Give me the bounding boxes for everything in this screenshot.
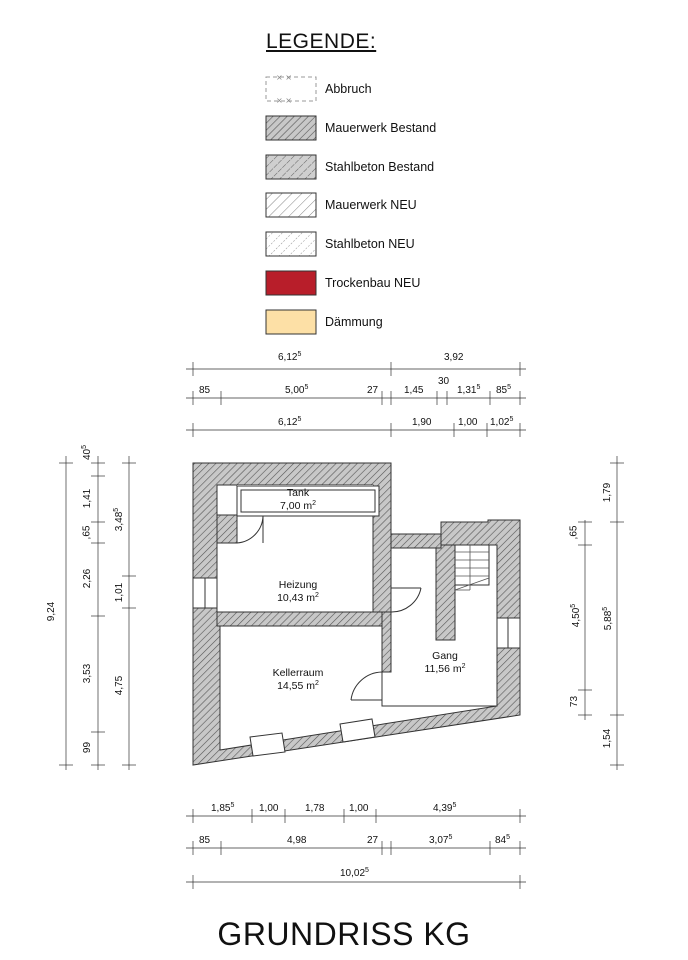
legend-swatch-stahlbeton-bestand [266,155,316,179]
legend-swatch-trockenbau-neu [266,271,316,295]
dim-label: 27 [367,385,379,396]
dim-label: 4,98 [287,835,307,846]
dim-label: 4,50$^5$ [570,603,583,628]
room-label-kellerraum [256,667,340,693]
dim-label: 85 [199,385,211,396]
dim-label: 1,00 [458,417,478,428]
legend-label-mauerwerk-neu: Mauerwerk NEU [325,198,417,212]
svg-text:× ×: × × [276,73,292,82]
dim-label: 9,24 [46,601,58,622]
room-label-tank [258,487,338,513]
legend-swatch-mauerwerk-neu [266,193,316,217]
dim-label: 4,75 [114,675,126,696]
legend-label-trockenbau-neu: Trockenbau NEU [325,276,421,290]
room-area: 11,56 $m^2$ [424,663,466,675]
room-area: 10,43 $m^2$ [277,592,319,604]
dim-label: 1,01 [114,582,126,603]
dim-label: 85 [199,835,211,846]
svg-text:× ×: × × [276,96,292,105]
dim-label: 73 [569,695,581,708]
dim-label: 30 [438,376,450,387]
dim-label: 1,02$^5$ [490,416,514,428]
dim-label: 5,88$^5$ [602,606,615,631]
legend-label-abbruch: Abbruch [325,82,372,96]
plan-title: GRUNDRISS KG [217,916,471,952]
room-name: Kellerraum [272,667,324,679]
dim-label: 3,07$^5$ [429,834,453,846]
dim-label: 3,92 [444,352,464,363]
dim-label: ,65 [568,525,580,540]
room-name: Gang [432,650,458,662]
room-name: Tank [286,487,310,499]
dim-label: 4,39$^5$ [433,802,457,814]
room-area: 14,55 $m^2$ [277,680,319,692]
legend-label-stahlbeton-bestand: Stahlbeton Bestand [325,160,435,174]
legend-title: LEGENDE: [266,30,377,53]
dim-label: 5,00$^5$ [285,384,309,396]
legend-swatch-mauerwerk-bestand [266,116,316,140]
legend-label-daemmung: Dämmung [325,315,383,329]
dim-label: 2,26 [82,568,94,589]
legend-swatches [266,73,316,334]
dim-label: 1,45 [404,385,424,396]
dim-label: 6,12$^5$ [278,416,302,428]
dim-label: 3,48$^5$ [113,507,126,532]
building-walls [193,463,520,765]
room-label-gang [405,650,485,676]
dim-label: 1,31$^5$ [457,384,481,396]
dim-label: $84^5$ [495,834,511,846]
dim-label: 1,85$^5$ [211,802,235,814]
dim-label: 1,90 [412,417,432,428]
dim-label: 1,00 [259,803,279,814]
dim-label: 99 [82,741,94,754]
dim-label: $85^5$ [496,384,512,396]
dim-label: 1,79 [602,482,614,503]
dim-label: 1,41 [82,488,94,509]
dim-label: 1,78 [305,803,325,814]
dim-label: 3,53 [82,663,94,684]
legend-label-stahlbeton-neu: Stahlbeton NEU [325,237,415,251]
dim-label: 10,02$^5$ [340,867,369,879]
legend-swatch-stahlbeton-neu [266,232,316,256]
room-name: Heizung [278,579,318,591]
dim-label: 6,12$^5$ [278,351,302,363]
legend-swatch-daemmung [266,310,316,334]
room-label-heizung [258,579,338,605]
dim-label: 1,00 [349,803,369,814]
room-area: 7,00 $m^2$ [279,500,316,512]
legend-label-mauerwerk-bestand: Mauerwerk Bestand [325,121,437,135]
dim-label: 27 [367,835,379,846]
dim-label: 1,54 [602,728,614,749]
dim-label: ,65 [81,525,93,540]
dim-label: $40^5$ [81,444,94,461]
